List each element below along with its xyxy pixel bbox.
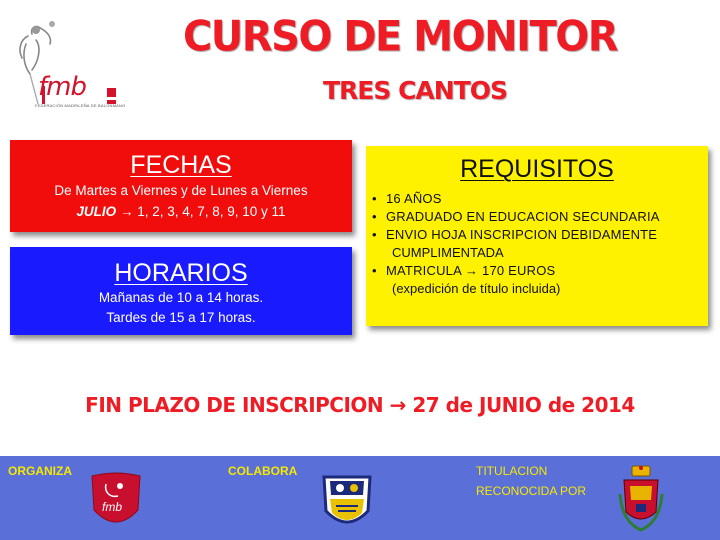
requisitos-list-2 [366, 262, 708, 280]
requisitos-item4-note: (expedición de título incluida) [392, 281, 561, 296]
requisitos-list [366, 190, 708, 244]
logo-federation-text: FEDERACIÓN MADRILEÑA DE BALONMANO [35, 103, 126, 108]
fechas-month: JULIO [76, 204, 117, 219]
page-title: CURSO DE MONITOR [182, 12, 618, 62]
list-item: • 16 AÑOS [372, 191, 442, 206]
deadline-banner [0, 393, 720, 417]
list-item: • MATRICULA → 170 EUROS [372, 263, 556, 278]
horarios-heading: HORARIOS [114, 259, 248, 287]
footer-reconocida: RECONOCIDA POR [476, 484, 587, 498]
page-subtitle: TRES CANTOS [322, 76, 508, 105]
logo-brand-text: fmb [38, 72, 86, 102]
club-balonmano-tres-cantos-shield-icon [320, 473, 374, 535]
bullet-icon: • [372, 191, 377, 206]
arrow-icon: → [389, 393, 406, 417]
fechas-line1: De Martes a Viernes y de Lunes a Viernes [54, 183, 308, 198]
fechas-days: 1, 2, 3, 4, 7, 8, 9, 10 y 11 [137, 204, 286, 219]
arrow-icon: → [119, 204, 134, 219]
fmb-badge-text: fmb [102, 500, 123, 514]
footer-colabora: COLABORA [228, 464, 298, 478]
bullet-icon: • [372, 263, 377, 278]
bullet-icon: • [372, 209, 377, 224]
horarios-line1: Mañanas de 10 a 14 horas. [98, 290, 264, 305]
footer-bar [0, 456, 720, 540]
fechas-heading: FECHAS [130, 151, 232, 179]
horarios-box [10, 247, 352, 335]
bullet-icon: • [372, 227, 377, 242]
requisitos-box [366, 146, 708, 326]
horarios-line2: Tardes de 15 a 17 horas. [106, 310, 256, 325]
footer-organiza: ORGANIZA [8, 464, 72, 478]
deadline-label: FIN PLAZO DE INSCRIPCION [85, 393, 384, 417]
requisitos-item3-continuation: CUMPLIMENTADA [392, 245, 504, 260]
fechas-box [10, 140, 352, 232]
deadline-date: 27 de JUNIO de 2014 [412, 393, 635, 417]
requisitos-heading: REQUISITOS [460, 155, 614, 183]
fechas-line2 [10, 201, 352, 222]
municipal-coat-of-arms-icon [618, 464, 664, 536]
list-item: • GRADUADO EN EDUCACION SECUNDARIA [372, 209, 660, 224]
footer-titulacion: TITULACION [476, 464, 548, 478]
list-item: • ENVIO HOJA INSCRIPCION DEBIDAMENTE [372, 227, 658, 242]
